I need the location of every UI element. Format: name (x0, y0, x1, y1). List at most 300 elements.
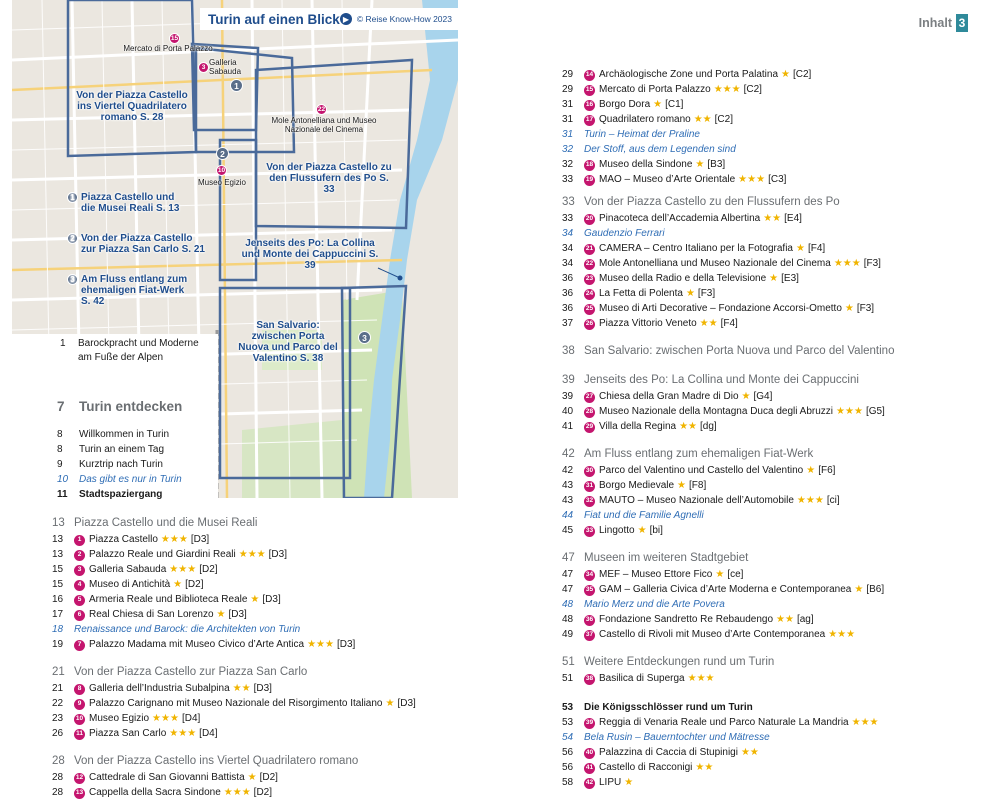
section-title: San Salvario: zwischen Porta Nuova und Parco del Valentino (584, 345, 895, 357)
map-grid-ref: [F4] (720, 318, 738, 329)
toc-entry[interactable] (562, 83, 762, 97)
toc-entry[interactable] (52, 593, 281, 607)
toc-entry[interactable] (52, 638, 355, 652)
entry-page: 17 (52, 609, 64, 620)
sight-number-badge: 23 (584, 274, 595, 285)
map-grid-ref: [D4] (181, 713, 201, 724)
entry-text: Basilica di Superga (599, 673, 685, 684)
toc-entry[interactable] (562, 672, 715, 686)
map-grid-ref: [E4] (784, 213, 802, 224)
section-page: 39 (562, 374, 575, 386)
rating-star-icon: ★ (624, 777, 634, 788)
rating-star-icon: ★ (677, 480, 687, 491)
entry-page: 37 (562, 318, 574, 329)
sight-number-badge: 19 (584, 175, 595, 186)
map-grid-ref: [C3] (768, 174, 787, 185)
entry-text: Palazzo Reale und Giardini Reali (89, 549, 236, 560)
entry-page: 36 (562, 303, 574, 314)
poi-marker-mole[interactable]: 22 (317, 106, 326, 113)
entry-text: Die Königsschlösser rund um Turin (584, 702, 753, 713)
map-area-1[interactable]: 1 Piazza Castello und die Musei Reali S. 13 (67, 192, 207, 214)
toc-entry[interactable] (562, 420, 717, 434)
toc-entry[interactable] (562, 390, 772, 404)
map-area-flussufern[interactable]: Von der Piazza Castello zu den Flussufern des Po S. 33 (266, 162, 392, 195)
toc-entry[interactable] (52, 682, 272, 696)
sight-number-badge: 4 (74, 580, 85, 591)
entry-text: Fiat und die Familie Agnelli (584, 510, 704, 521)
rating-star-icon: ★★ (776, 614, 794, 625)
rating-star-icon: ★★★ (738, 174, 766, 185)
rating-star-icon: ★ (695, 159, 705, 170)
sight-number-badge: 42 (584, 778, 595, 789)
toc-entry[interactable] (562, 212, 802, 226)
section-page: 51 (562, 656, 575, 668)
toc-entry[interactable] (562, 68, 811, 82)
entry-page: 36 (562, 288, 574, 299)
entry-page: 58 (562, 777, 574, 788)
map-grid-ref: [B6] (866, 584, 885, 595)
toc-entry[interactable] (562, 405, 885, 419)
entry-text: LIPU (599, 777, 622, 788)
section-page: 47 (562, 552, 575, 564)
toc-entry[interactable] (562, 716, 879, 730)
entry-page: 22 (52, 698, 64, 709)
sight-number-badge: 32 (584, 496, 595, 507)
map-grid-ref: [G5] (865, 406, 885, 417)
map-grid-ref: [C2] (743, 84, 762, 95)
sight-number-badge: 17 (584, 115, 595, 126)
toc-entry[interactable] (57, 488, 162, 502)
toc-entry[interactable] (562, 731, 770, 745)
map-title-box (200, 8, 458, 30)
toc-entry[interactable] (562, 479, 706, 493)
toc-entry[interactable] (562, 257, 881, 271)
entry-page: 34 (562, 258, 574, 269)
map-grid-ref: [bi] (649, 525, 663, 536)
entry-text: CAMERA – Centro Italiano per la Fotografia (599, 243, 793, 254)
entry-text: GAM – Galleria Civica d’Arte Moderna e Contemporanea (599, 584, 852, 595)
entry-text: Castello di Racconigi (599, 762, 693, 773)
toc-entry[interactable] (562, 272, 799, 286)
entry-page: 31 (562, 129, 574, 140)
map-grid-ref: [dg] (700, 421, 717, 432)
map-area-jenseits[interactable]: Jenseits des Po: La Collina und Monte dei Cappuccini S. 39 (241, 238, 379, 271)
section-heading[interactable] (562, 373, 859, 388)
map-area-2[interactable]: 2 Von der Piazza Castello zur Piazza San Carlo S. 21 (67, 233, 207, 255)
entry-page: 53 (562, 702, 574, 713)
entry-text: Mole Antonelliana und Museo Nazionale del Cinema (599, 258, 831, 269)
section-heading[interactable] (52, 516, 257, 531)
section-title: Weitere Entdeckungen rund um Turin (584, 656, 775, 668)
entry-page: 32 (562, 159, 574, 170)
map-grid-ref: [D2] (253, 787, 273, 798)
map-grid-ref: [F3] (856, 303, 875, 314)
section-page: 33 (562, 196, 575, 208)
map-grid-ref: [E3] (781, 273, 799, 284)
sight-number-badge: 41 (584, 763, 595, 774)
page-number: 3 (956, 14, 968, 32)
entry-page: 43 (562, 480, 574, 491)
map-grid-ref: [D3] (228, 609, 247, 620)
entry-page: 54 (562, 732, 574, 743)
entry-text: Palazzo Carignano mit Museo Nazionale del Risorgimento Italiano (89, 698, 383, 709)
toc-entry[interactable] (57, 443, 164, 457)
entry-text: Gaudenzio Ferrari (584, 228, 665, 239)
map-grid-ref: [F4] (807, 243, 826, 254)
section-heading[interactable] (52, 665, 307, 680)
rating-star-icon: ★ (216, 609, 226, 620)
entry-page: 23 (52, 713, 64, 724)
entry-page: 48 (562, 614, 574, 625)
rating-star-icon: ★★★ (833, 258, 861, 269)
map-grid-ref: [C2] (792, 69, 812, 80)
section-heading[interactable] (562, 551, 748, 566)
entry-page: 10 (57, 474, 69, 485)
rating-star-icon: ★ (769, 273, 779, 284)
area-marker-3-map[interactable]: 3 (358, 331, 371, 344)
toc-entry[interactable] (562, 568, 743, 582)
entry-page: 19 (52, 639, 64, 650)
toc-entry[interactable] (562, 613, 814, 627)
entry-text: Piazza Castello (89, 534, 158, 545)
map-grid-ref: [D2] (185, 579, 204, 590)
rating-star-icon: ★ (685, 288, 695, 299)
toc-entry[interactable] (57, 473, 182, 487)
entry-text: Reggia di Venaria Reale und Parco Naturale La Mandria (599, 717, 849, 728)
poi-marker-mercato[interactable]: 15 (170, 35, 179, 42)
entry-text: Archäologische Zone und Porta Palatina (599, 69, 779, 80)
rating-star-icon: ★★★ (152, 713, 179, 724)
copyright-text: © Reise Know-How 2023 (356, 14, 452, 24)
map-grid-ref: [D3] (253, 683, 272, 694)
toc-entry[interactable] (562, 227, 665, 241)
entry-page: 40 (562, 406, 574, 417)
entry-page: 31 (562, 114, 574, 125)
map-grid-ref: [C1] (665, 99, 684, 110)
entry-text: Borgo Medievale (599, 480, 675, 491)
toc-entry[interactable] (562, 113, 733, 127)
entry-page: 18 (52, 624, 64, 635)
area-number-1: 1 (67, 192, 78, 203)
rating-star-icon: ★ (844, 303, 854, 314)
toc-entry[interactable] (562, 598, 725, 612)
toc-entry[interactable] (562, 583, 884, 597)
rating-star-icon: ★ (637, 525, 647, 536)
entry-text: Cattedrale di San Giovanni Battista (89, 772, 245, 783)
rating-star-icon: ★ (795, 243, 805, 254)
rating-star-icon: ★★ (699, 318, 718, 329)
entry-page: 41 (562, 421, 574, 432)
entry-page: 16 (52, 594, 64, 605)
entry-text: Galleria Sabauda (89, 564, 167, 575)
section-heading[interactable] (52, 754, 358, 769)
entry-page: 21 (52, 683, 64, 694)
rating-star-icon: ★★★ (238, 549, 266, 560)
entry-page: 49 (562, 629, 574, 640)
poi-label-egizio: Museo Egizio (197, 178, 247, 187)
toc-entry[interactable] (562, 302, 874, 316)
sight-number-badge: 15 (584, 85, 595, 96)
entry-page: 47 (562, 584, 574, 595)
rating-star-icon: ★ (781, 69, 790, 80)
map-grid-ref: [D4] (199, 728, 218, 739)
rating-star-icon: ★ (854, 584, 864, 595)
section-title: Am Fluss entlang zum ehemaligen Fiat-Werk (584, 448, 814, 460)
entry-page: 44 (562, 510, 574, 521)
rating-star-icon: ★★★ (713, 84, 741, 95)
entry-page: 34 (562, 243, 574, 254)
toc-entry[interactable] (562, 776, 633, 790)
rating-star-icon: ★★ (679, 421, 698, 432)
map-copyright (340, 13, 452, 25)
entry-text: Real Chiesa di San Lorenzo (89, 609, 214, 620)
sight-number-badge: 5 (74, 595, 85, 606)
toc-entry[interactable] (562, 173, 786, 187)
rating-star-icon: ★ (173, 579, 183, 590)
entry-text: Piazza San Carlo (89, 728, 167, 739)
sight-number-badge: 12 (74, 773, 85, 784)
sight-number-badge: 14 (584, 70, 595, 81)
sight-number-badge: 33 (584, 526, 595, 537)
entry-text: Mario Merz und die Arte Povera (584, 599, 725, 610)
entry-text: Pinacoteca dell’Accademia Albertina (599, 213, 761, 224)
entry-text: Turin an einem Tag (79, 444, 165, 455)
entry-page: 43 (562, 495, 574, 506)
section-title: Von der Piazza Castello ins Viertel Quadrilatero romano (74, 755, 359, 767)
map-area-3[interactable]: 3 Am Fluss entlang zum ehemaligen Fiat-Werk S. 42 (67, 274, 207, 307)
area-number-3: 3 (67, 274, 78, 285)
toc-entry[interactable] (562, 242, 825, 256)
toc-entry[interactable] (562, 287, 715, 301)
sight-number-badge: 1 (74, 535, 85, 546)
poi-marker-galleria[interactable]: 3 (198, 62, 209, 73)
entry-text: Das gibt es nur in Turin (79, 474, 182, 485)
entry-page: 56 (562, 762, 574, 773)
map-grid-ref: [D3] (262, 594, 281, 605)
toc-entry[interactable] (52, 771, 278, 785)
map-grid-ref: [F3] (697, 288, 716, 299)
rating-star-icon: ★★★ (160, 534, 188, 545)
rating-star-icon: ★★ (763, 213, 782, 224)
entry-text: Museo Nazionale della Montagna Duca degli Abruzzi (599, 406, 834, 417)
section-title: Museen im weiteren Stadtgebiet (584, 552, 749, 564)
map-grid-ref: [B3] (707, 159, 726, 170)
toc-entry[interactable] (52, 786, 272, 800)
map-grid-ref: [F6] (818, 465, 836, 476)
rating-star-icon: ★★★ (796, 495, 824, 506)
entry-page: 28 (52, 787, 64, 798)
entry-page: 29 (562, 84, 574, 95)
entry-text: Museo della Sindone (599, 159, 693, 170)
entry-page: 51 (562, 673, 574, 684)
map-grid-ref: [ci] (826, 495, 840, 506)
entry-text: Willkommen in Turin (79, 429, 170, 440)
entry-page: 15 (52, 564, 64, 575)
map-grid-ref: [D3] (397, 698, 416, 709)
map-grid-ref: [F8] (689, 480, 707, 491)
toc-entry[interactable] (52, 578, 203, 592)
toc-entry[interactable] (562, 494, 840, 508)
rating-star-icon: ★★★ (687, 673, 715, 684)
toc-entry[interactable] (562, 158, 725, 172)
entry-text: Mercato di Porta Palazzo (599, 84, 711, 95)
map-title: Turin auf einen Blick (208, 11, 340, 27)
map-area-quadrilatero[interactable]: Von der Piazza Castello ins Viertel Quadrilatero romano S. 28 (76, 90, 188, 123)
toc-entry[interactable] (52, 548, 287, 562)
toc-entry[interactable] (562, 464, 835, 478)
entry-page: 56 (562, 747, 574, 758)
toc-entry[interactable] (52, 608, 247, 622)
entry-page: 13 (52, 549, 64, 560)
map-grid-ref: [ce] (727, 569, 744, 580)
entry-text: Villa della Regina (599, 421, 677, 432)
entry-page: 34 (562, 228, 574, 239)
area-marker-1-map[interactable]: 1 (230, 79, 243, 92)
entry-page: 8 (57, 429, 63, 440)
map-grid-ref: [D3] (337, 639, 356, 650)
map-grid-ref: [F3] (863, 258, 881, 269)
sight-number-badge: 16 (584, 100, 595, 111)
chapter-heading[interactable] (57, 399, 182, 414)
entry-text: Museo di Antichità (89, 579, 171, 590)
entry-page: 8 (57, 444, 63, 455)
poi-label-galleria: Galleria Sabauda (209, 58, 242, 76)
map-grid-ref: [ag] (796, 614, 814, 625)
section-page: 28 (52, 755, 65, 767)
area-marker-2-map[interactable]: 2 (216, 147, 229, 160)
entry-page: 45 (562, 525, 574, 536)
entry-page: 47 (562, 569, 574, 580)
entry-page: 32 (562, 144, 574, 155)
entry-text: Palazzo Madama mit Museo Civico d’Arte Antica (89, 639, 305, 650)
rating-star-icon: ★★★ (169, 564, 197, 575)
entry-page: 28 (52, 772, 64, 783)
chapter-title: Turin entdecken (79, 399, 183, 414)
toc-entry[interactable] (57, 458, 163, 472)
toc-entry[interactable] (57, 428, 169, 442)
sight-number-badge: 7 (74, 640, 85, 651)
sight-number-badge: 40 (584, 748, 595, 759)
toc-entry[interactable] (52, 563, 218, 577)
entry-page: 39 (562, 391, 574, 402)
entry-text: Quadrilatero romano (599, 114, 691, 125)
entry-text: Borgo Dora (599, 99, 651, 110)
entry-page: 33 (562, 174, 574, 185)
poi-marker-egizio[interactable]: 10 (217, 167, 226, 174)
toc-entry[interactable] (562, 128, 700, 142)
toc-entry[interactable] (562, 509, 704, 523)
section-heading[interactable] (562, 344, 894, 359)
toc-entry[interactable] (52, 533, 209, 547)
toc-entry[interactable] (562, 746, 759, 760)
entry-text: Armeria Reale und Biblioteca Reale (89, 594, 248, 605)
sight-number-badge: 11 (74, 729, 85, 740)
section-page: 13 (52, 517, 65, 529)
map-grid-ref: [C2] (714, 114, 733, 125)
map-grid-ref: [D3] (268, 549, 287, 560)
entry-text: Chiesa della Gran Madre di Dio (599, 391, 739, 402)
sight-number-badge: 37 (584, 630, 595, 641)
entry-page: 11 (57, 489, 68, 500)
map-grid-ref: [D3] (190, 534, 210, 545)
poi-label-mole: Mole Antonelliana und Museo Nazionale del Cinema (271, 116, 377, 134)
entry-page: 31 (562, 99, 574, 110)
entry-text: MAO – Museo d’Arte Orientale (599, 174, 736, 185)
rating-star-icon: ★ (250, 594, 260, 605)
map-area-sansalvario[interactable]: San Salvario: zwischen Porta Nuova und Parco del Valentino S. 38 (238, 320, 338, 364)
section-heading[interactable] (562, 195, 840, 210)
sight-number-badge: 3 (74, 565, 85, 576)
entry-text: La Fetta di Polenta (599, 288, 683, 299)
toc-entry[interactable] (562, 761, 713, 775)
rating-star-icon: ★ (741, 391, 751, 402)
rating-star-icon: ★ (715, 569, 725, 580)
chapter-page: 7 (57, 399, 65, 414)
toc-entry[interactable] (562, 98, 683, 112)
entry-text: MEF – Museo Ettore Fico (599, 569, 713, 580)
toc-entry[interactable] (562, 701, 753, 715)
sight-number-badge: 9 (74, 699, 85, 710)
entry-text: Museo della Radio e della Televisione (599, 273, 767, 284)
section-page: 42 (562, 448, 575, 460)
entry-page: 15 (52, 579, 64, 590)
map-grid-ref: [G4] (753, 391, 773, 402)
entry-page: 48 (562, 599, 574, 610)
intro-page: 1 (60, 338, 66, 349)
entry-page: 13 (52, 534, 64, 545)
sight-number-badge: 26 (584, 319, 595, 330)
section-title: Piazza Castello und die Musei Reali (74, 517, 258, 529)
entry-page: 26 (52, 728, 64, 739)
sight-number-badge: 35 (584, 585, 595, 596)
section-heading[interactable] (562, 655, 774, 670)
sight-number-badge: 20 (584, 214, 595, 225)
entry-text: Cappella della Sacra Sindone (89, 787, 221, 798)
toc-entry[interactable] (52, 697, 416, 711)
toc-entry[interactable] (52, 712, 200, 726)
toc-entry[interactable] (562, 524, 663, 538)
section-heading[interactable] (562, 447, 813, 462)
rating-star-icon: ★★★ (836, 406, 863, 417)
sight-number-badge: 30 (584, 466, 595, 477)
sight-number-badge: 38 (584, 674, 595, 685)
toc-entry[interactable] (52, 623, 300, 637)
sight-number-badge: 39 (584, 718, 595, 729)
sight-number-badge: 25 (584, 304, 595, 315)
entry-text: Galleria dell’Industria Subalpina (89, 683, 230, 694)
sight-number-badge: 34 (584, 570, 595, 581)
toc-entry[interactable] (562, 317, 738, 331)
sight-number-badge: 28 (584, 407, 595, 418)
entry-text: Palazzina di Caccia di Stupinigi (599, 747, 738, 758)
sight-number-badge: 6 (74, 610, 85, 621)
entry-text: Parco del Valentino und Castello del Valentino (599, 465, 804, 476)
toc-entry[interactable] (52, 727, 218, 741)
rating-star-icon: ★★★ (307, 639, 334, 650)
toc-entry[interactable] (562, 143, 736, 157)
sight-number-badge: 22 (584, 259, 595, 270)
sight-number-badge: 10 (74, 714, 85, 725)
entry-text: Museo di Arti Decorative – Fondazione Accorsi-Ometto (599, 303, 842, 314)
sight-number-badge: 8 (74, 684, 85, 695)
rating-star-icon: ★★★ (851, 717, 879, 728)
entry-text: Turin – Heimat der Praline (584, 129, 700, 140)
intro-text: Barockpracht und Moderne am Fuße der Alpen (78, 338, 199, 363)
toc-entry[interactable] (562, 628, 855, 642)
entry-text: Fondazione Sandretto Re Rebaudengo (599, 614, 774, 625)
sight-number-badge: 31 (584, 481, 595, 492)
overview-map (12, 0, 458, 498)
